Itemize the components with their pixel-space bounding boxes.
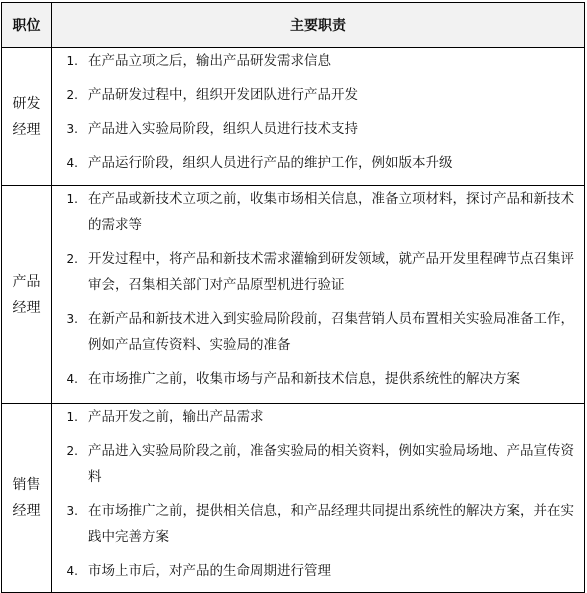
duty-text: 产品研发过程中，组织开发团队进行产品开发 (88, 87, 358, 103)
duty-number: 2. (66, 88, 78, 102)
duty-text: 在产品立项之后，输出产品研发需求信息 (88, 53, 331, 69)
duty-list (52, 48, 584, 176)
duty-number: 3. (66, 122, 78, 136)
duties-cell (52, 186, 585, 404)
duties-table (1, 2, 585, 593)
duty-number: 4. (66, 156, 78, 170)
duty-item (52, 82, 584, 108)
duty-text: 在新产品和新技术进入到实验局阶段前，召集营销人员布置相关实验局准备工作，例如产品宣传资料、实验局的准备 (88, 311, 574, 353)
duty-text: 在市场推广之前，收集市场与产品和新技术信息，提供系统性的解决方案 (88, 371, 520, 387)
duty-number: 3. (66, 312, 78, 326)
role-label: 销售经理 (12, 477, 41, 519)
duties-cell (52, 404, 585, 593)
duty-item (52, 116, 584, 142)
duty-item (52, 150, 584, 176)
duty-number: 2. (66, 444, 78, 458)
role-label: 研发经理 (12, 95, 41, 138)
duty-item (52, 438, 584, 490)
duties-cell (52, 48, 585, 186)
duty-text: 在市场推广之前，提供相关信息，和产品经理共同提出系统性的解决方案，并在实践中完善方案 (88, 503, 574, 545)
duty-text: 市场上市后，对产品的生命周期进行管理 (88, 563, 331, 579)
table-row (2, 186, 585, 404)
duty-item (52, 366, 584, 392)
duty-number: 4. (66, 564, 78, 578)
duty-text: 在产品或新技术立项之前，收集市场相关信息，准备立项材料，探讨产品和新技术的需求等 (88, 191, 574, 233)
duty-text: 产品开发之前，输出产品需求 (88, 409, 264, 425)
table-header-row (2, 3, 585, 48)
duty-item (52, 48, 584, 74)
duty-item (52, 558, 584, 584)
duty-item (52, 404, 584, 430)
duty-number: 1. (66, 54, 78, 68)
duty-number: 3. (66, 504, 78, 518)
duty-text: 产品进入实验局阶段之前，准备实验局的相关资料，例如实验局场地、产品宣传资料 (88, 443, 574, 485)
role-cell (2, 404, 52, 593)
duty-number: 2. (66, 252, 78, 266)
duty-item (52, 306, 584, 358)
role-cell (2, 48, 52, 186)
duty-text: 产品进入实验局阶段，组织人员进行技术支持 (88, 121, 358, 137)
table-row (2, 404, 585, 593)
duty-item (52, 186, 584, 238)
duty-item (52, 498, 584, 550)
header-duties: 主要职责 (52, 3, 585, 48)
duty-list (52, 404, 584, 584)
role-label: 产品经理 (12, 273, 41, 316)
duty-number: 1. (66, 192, 78, 206)
header-role: 职位 (2, 3, 52, 48)
duty-number: 1. (66, 410, 78, 424)
table-row (2, 48, 585, 186)
duty-text: 产品运行阶段，组织人员进行产品的维护工作，例如版本升级 (88, 155, 453, 171)
role-cell (2, 186, 52, 404)
duty-number: 4. (66, 372, 78, 386)
duty-item (52, 246, 584, 298)
duty-list (52, 186, 584, 392)
duty-text: 开发过程中，将产品和新技术需求灌输到研发领域，就产品开发里程碑节点召集评审会，召集相关部门对产品原型机进行验证 (88, 251, 574, 293)
